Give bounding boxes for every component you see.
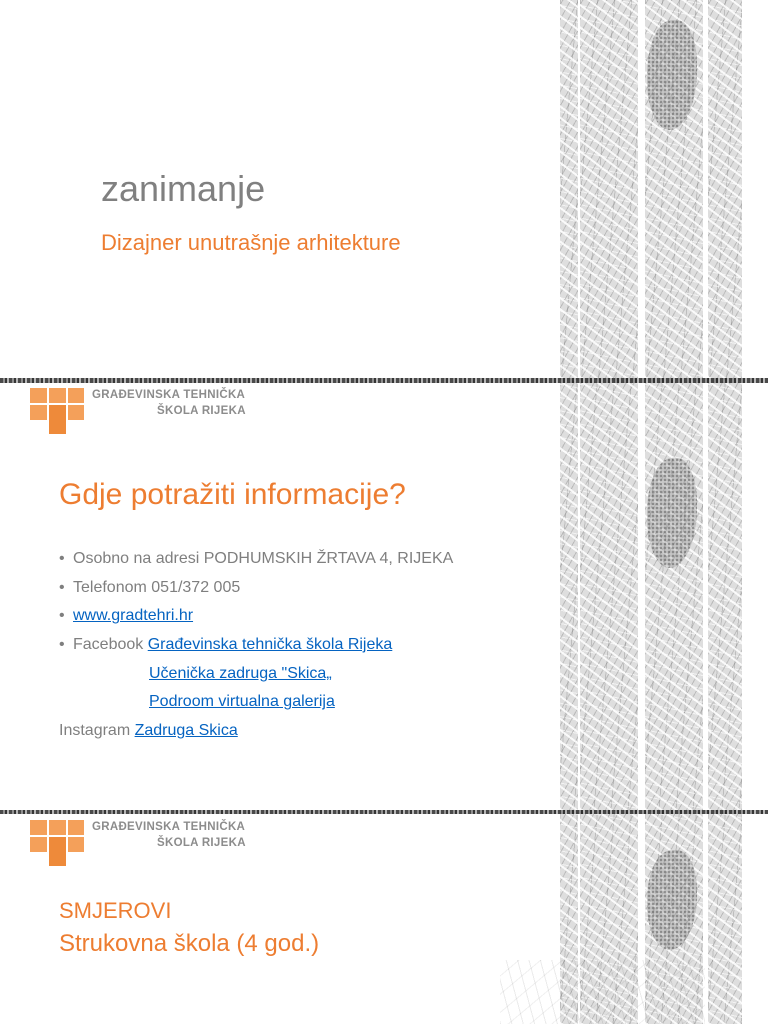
logo-square xyxy=(49,820,66,835)
slide-subtitle-text: Dizajner unutrašnje arhitekture xyxy=(101,230,401,255)
list-item: • Osobno na adresi PODHUMSKIH ŽRTAVA 4, RIJEKA xyxy=(59,550,454,567)
instagram-link[interactable]: Zadruga Skica xyxy=(134,722,238,740)
slide-title xyxy=(0,0,768,378)
slide-info xyxy=(0,378,768,810)
logo-square xyxy=(30,820,47,835)
slide-smjerovi xyxy=(0,810,768,1024)
list-item: • Telefonom 051/372 005 xyxy=(59,578,241,596)
logo-square xyxy=(68,405,84,420)
torn-edge xyxy=(0,810,768,814)
decorative-stripe xyxy=(645,0,703,378)
decorative-photo xyxy=(500,960,705,1024)
list-item xyxy=(59,665,453,694)
logo-square xyxy=(30,837,47,852)
smjerovi-heading: SMJEROVI xyxy=(59,898,172,923)
website-link[interactable]: www.gradtehri.hr xyxy=(73,607,194,625)
logo-square xyxy=(49,388,66,403)
logo-square xyxy=(49,837,66,866)
decorative-stripe xyxy=(708,378,742,810)
slide-title-text: zanimanje xyxy=(101,168,266,209)
logo-square xyxy=(68,820,84,835)
texture-blob xyxy=(647,850,697,950)
decorative-stripe xyxy=(580,0,638,378)
logo-text-line1: GRAĐEVINSKA TEHNIČKA xyxy=(92,389,246,401)
decorative-stripe xyxy=(645,378,703,810)
decorative-stripe xyxy=(560,0,578,378)
facebook-link-school[interactable]: Građevinska tehnička škola Rijeka xyxy=(147,636,393,654)
list-item: • Facebook Građevinska tehnička škola Rijeka xyxy=(59,636,393,654)
decorative-stripe xyxy=(560,378,578,810)
decorative-stripe xyxy=(708,0,742,378)
school-logo xyxy=(30,388,290,428)
logo-text-line2: ŠKOLA RIJEKA xyxy=(157,405,246,417)
list-item xyxy=(59,722,453,751)
texture-blob xyxy=(647,458,697,568)
instagram-label: Instagram xyxy=(59,722,135,740)
decorative-stripe xyxy=(708,810,742,1024)
logo-text-line2: ŠKOLA RIJEKA xyxy=(157,837,246,849)
info-list xyxy=(59,550,453,751)
facebook-link-podroom[interactable]: Podroom virtualna galerija xyxy=(149,693,335,711)
texture-blob xyxy=(647,20,697,130)
school-logo xyxy=(30,820,290,860)
logo-square xyxy=(68,388,84,403)
decorative-stripe xyxy=(580,378,638,810)
list-item: • www.gradtehri.hr xyxy=(59,607,194,625)
logo-square xyxy=(68,837,84,852)
torn-edge xyxy=(0,378,768,383)
logo-square xyxy=(49,405,66,434)
phone-text: Telefonom 051/372 005 xyxy=(73,578,241,596)
list-item xyxy=(59,693,453,722)
logo-square xyxy=(30,388,47,403)
logo-text-line1: GRAĐEVINSKA TEHNIČKA xyxy=(92,821,246,833)
info-heading: Gdje potražiti informacije? xyxy=(59,478,406,511)
logo-square xyxy=(30,405,47,420)
facebook-link-zadruga[interactable]: Učenička zadruga "Skica„ xyxy=(149,664,332,682)
facebook-label: Facebook xyxy=(73,636,148,654)
address-text: Osobno na adresi PODHUMSKIH ŽRTAVA 4, RIJEKA xyxy=(73,550,454,567)
smjerovi-subheading: Strukovna škola (4 god.) xyxy=(59,930,320,957)
